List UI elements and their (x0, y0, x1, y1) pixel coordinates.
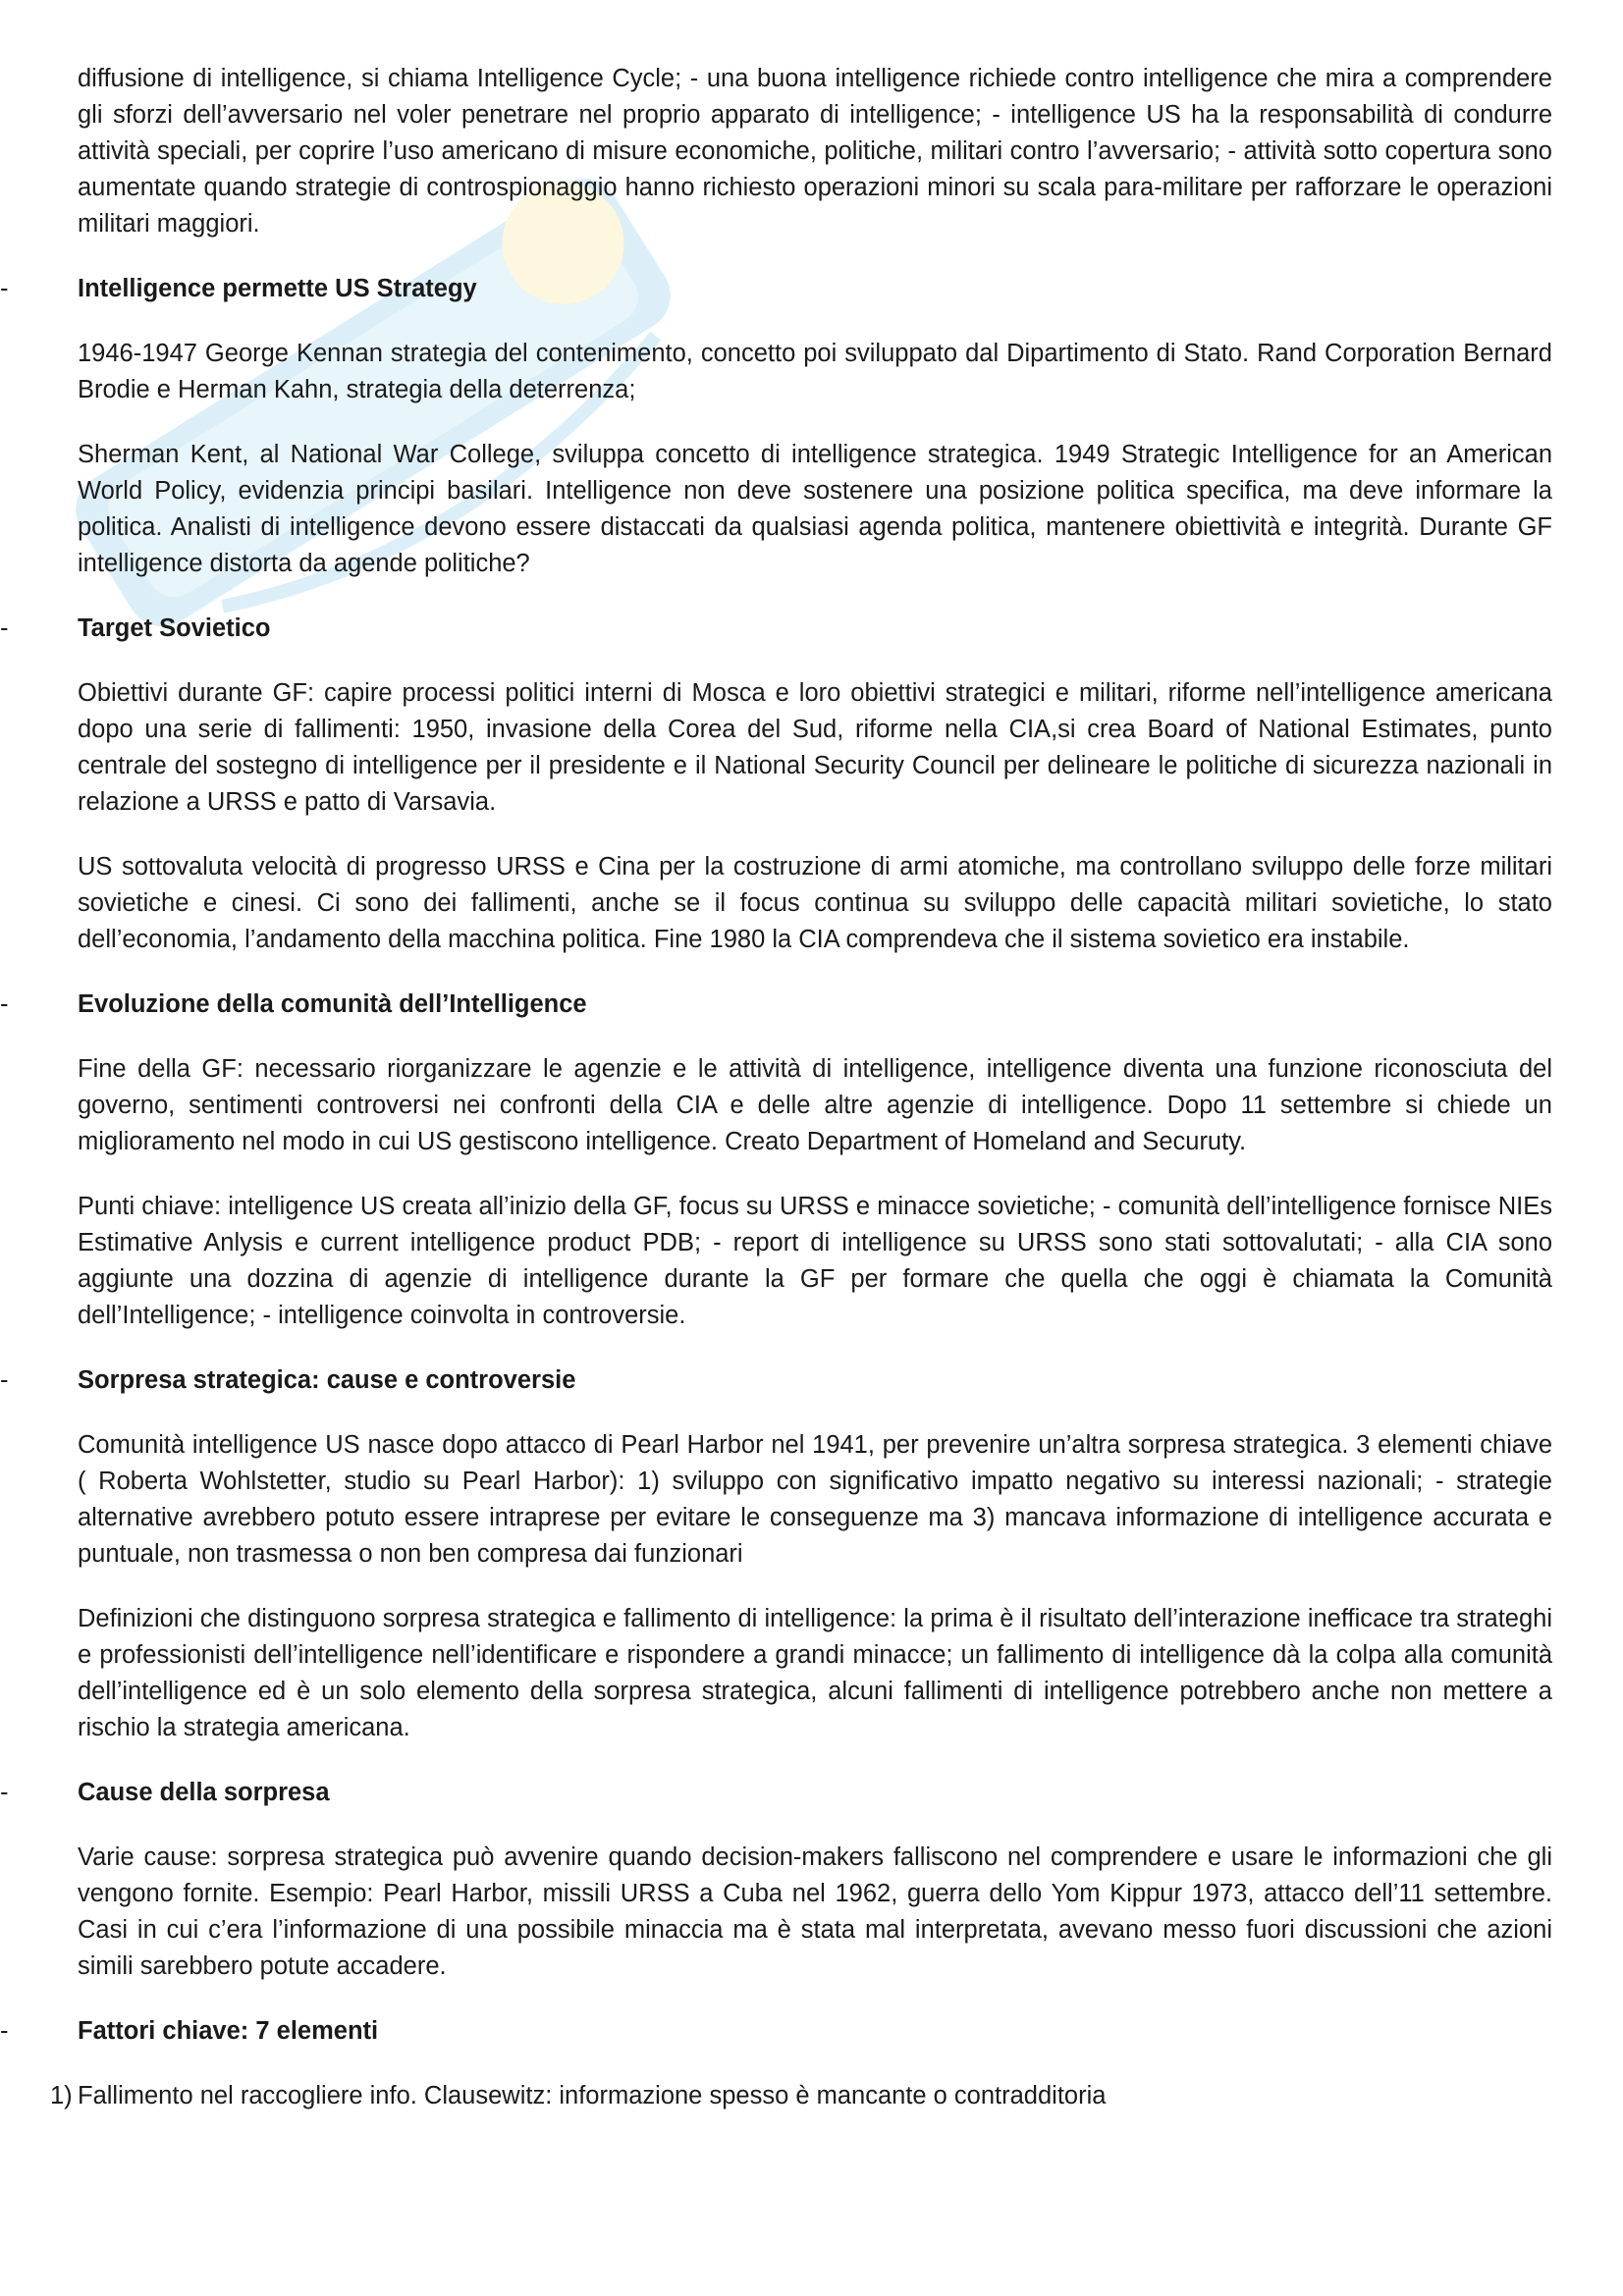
list-item-text: Fallimento nel raccogliere info. Clausewitz: informazione spesso è mancante o contradditoria (78, 2082, 1107, 2109)
bullet-dash: - (0, 614, 9, 642)
document-body (0, 61, 1552, 2114)
section-heading-text: Sorpresa strategica: cause e controversie (78, 1366, 576, 1394)
numbered-list-item (50, 2078, 1552, 2114)
section-heading (0, 987, 1552, 1023)
section-heading (0, 1775, 1552, 1811)
section-heading (0, 2013, 1552, 2050)
section-heading (0, 1362, 1552, 1399)
section-heading-text: Evoluzione della comunità dell’Intelligence (78, 990, 587, 1018)
section-heading-text: Cause della sorpresa (78, 1779, 330, 1806)
paragraph: Sherman Kent, al National War College, sviluppa concetto di intelligence strategica. 1949 Strategic Intelligence for an American World Policy, evidenzia principi basilari. Intelligence non deve sostenere una posizione politica specifica, ma deve informare la politica. Analisti di intelligence devono essere distaccati da qualsiasi agenda politica, mantenere obiettività e integrità. Durante GF intelligence distorta da agende politiche? (78, 441, 1552, 577)
bullet-dash: - (0, 1779, 9, 1806)
list-number: 1) (50, 2082, 73, 2109)
section-evoluzione-comunita (0, 987, 1552, 1334)
section-heading (0, 611, 1552, 647)
paragraph: Obiettivi durante GF: capire processi politici interni di Mosca e loro obiettivi strategici e militari, riforme nell’intelligence americana dopo una serie di fallimenti: 1950, invasione della Corea del Sud, riforme nella CIA,si crea Board of National Estimates, punto centrale del sostegno di intelligence per il presidente e il National Security Council per delineare le politiche di sicurezza nazionali in relazione a URSS e patto di Varsavia. (78, 679, 1552, 816)
bullet-dash: - (0, 990, 9, 1018)
section-heading-text: Intelligence permette US Strategy (78, 275, 477, 302)
bullet-dash: - (0, 275, 9, 302)
section-intelligence-strategy (0, 271, 1552, 582)
section-heading (0, 271, 1552, 307)
bullet-dash: - (0, 2017, 9, 2045)
section-target-sovietico (0, 611, 1552, 958)
intro-paragraph: diffusione di intelligence, si chiama Intelligence Cycle; - una buona intelligence richiede contro intelligence che mira a comprendere gli sforzi dell’avversario nel voler penetrare nel proprio apparato di intelligence; - intelligence US ha la responsabilità di condurre attività speciali, per coprire l’uso americano di misure economiche, politiche, militari contro l’avversario; - attività sotto copertura sono aumentate quando strategie di controspionaggio hanno richiesto operazioni minori su scala para-militare per rafforzare le operazioni militari maggiori. (78, 65, 1552, 238)
paragraph: Varie cause: sorpresa strategica può avvenire quando decision-makers falliscono nel comprendere e usare le informazioni che gli vengono fornite. Esempio: Pearl Harbor, missili URSS a Cuba nel 1962, guerra dello Yom Kippur 1973, attacco dell’11 settembre. Casi in cui c’era l’informazione di una possibile minaccia ma è stata mal interpretata, avevano messo fuori discussioni che azioni simili sarebbero potute accadere. (78, 1843, 1552, 1980)
section-cause-sorpresa (0, 1775, 1552, 1985)
section-heading-text: Target Sovietico (78, 614, 271, 642)
section-heading-text: Fattori chiave: 7 elementi (78, 2017, 379, 2045)
paragraph: Comunità intelligence US nasce dopo attacco di Pearl Harbor nel 1941, per prevenire un’altra sorpresa strategica. 3 elementi chiave ( Roberta Wohlstetter, studio su Pearl Harbor): 1) sviluppo con significativo impatto negativo su interessi nazionali; - strategie alternative avrebbero potuto essere intraprese per evitare le conseguenze ma 3) mancava informazione di intelligence accurata e puntuale, non trasmessa o non ben compresa dai funzionari (78, 1431, 1552, 1568)
paragraph: Fine della GF: necessario riorganizzare le agenzie e le attività di intelligence, intelligence diventa una funzione riconosciuta del governo, sentimenti controversi nei confronti della CIA e delle altre agenzie di intelligence. Dopo 11 settembre si chiede un miglioramento nel modo in cui US gestiscono intelligence. Creato Department of Homeland and Securuty. (78, 1055, 1552, 1155)
bullet-dash: - (0, 1366, 9, 1394)
paragraph: 1946-1947 George Kennan strategia del contenimento, concetto poi sviluppato dal Dipartimento di Stato. Rand Corporation Bernard Brodie e Herman Kahn, strategia della deterrenza; (78, 340, 1552, 403)
paragraph: US sottovaluta velocità di progresso URSS e Cina per la costruzione di armi atomiche, ma controllano sviluppo delle forze militari sovietiche e cinesi. Ci sono dei fallimenti, anche se il focus continua su sviluppo delle capacità militari sovietiche, lo stato dell’economia, l’andamento della macchina politica. Fine 1980 la CIA comprendeva che il sistema sovietico era instabile. (78, 853, 1552, 953)
paragraph: Definizioni che distinguono sorpresa strategica e fallimento di intelligence: la prima è il risultato dell’interazione inefficace tra strateghi e professionisti dell’intelligence nell’identificare e rispondere a grandi minacce; un fallimento di intelligence dà la colpa alla comunità dell’intelligence ed è un solo elemento della sorpresa strategica, alcuni fallimenti di intelligence potrebbero anche non mettere a rischio la strategia americana. (78, 1605, 1552, 1741)
paragraph: Punti chiave: intelligence US creata all’inizio della GF, focus su URSS e minacce sovietiche; - comunità dell’intelligence fornisce NIEs Estimative Anlysis e current intelligence product PDB; - report di intelligence su URSS sono stati sottovalutati; - alla CIA sono aggiunte una dozzina di agenzie di intelligence durante la GF per formare che quella che oggi è chiamata la Comunità dell’Intelligence; - intelligence coinvolta in controversie. (78, 1193, 1552, 1329)
section-fattori-chiave (0, 2013, 1552, 2114)
section-sorpresa-strategica (0, 1362, 1552, 1746)
